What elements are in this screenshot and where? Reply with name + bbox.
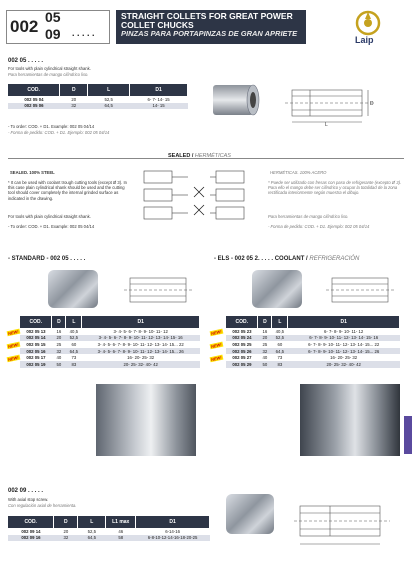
cell: 16 bbox=[56, 328, 62, 334]
bottom-section-desc-es: Con regulación axial de herramienta. bbox=[8, 503, 77, 508]
table-row bbox=[20, 354, 200, 361]
col-header: COD. bbox=[8, 516, 54, 528]
cell: 6- 7- 14- 15 bbox=[147, 96, 170, 102]
els-table bbox=[226, 316, 400, 368]
cell: 40 bbox=[262, 355, 268, 361]
col-header: COD. bbox=[226, 316, 258, 328]
cell: 20 bbox=[71, 96, 77, 102]
header-code-top: 05 bbox=[45, 9, 61, 25]
sealed-right-body: * Puede ser utilizado con fresas con paso de refrigerante (excepto Ø 3). Para ello el mango debe ser cilíndrico y ocupar la totalidad de la zona rectificada interiormente según muestra el dibujo. bbox=[268, 180, 402, 196]
cell: 52,5 bbox=[66, 335, 82, 342]
cell-code: 002 09 14 bbox=[21, 528, 41, 534]
cell: 73 bbox=[71, 355, 77, 361]
new-badge: NEW! bbox=[210, 354, 223, 363]
els-coolant-es: REFRIGERACIÓN bbox=[309, 256, 360, 262]
cell: 83 bbox=[66, 361, 82, 368]
table-row bbox=[226, 328, 400, 335]
cell: 6- 7- 8- 9- 10- 11- 12- 13- 14- 15... 26 bbox=[288, 348, 400, 355]
sealed-diagram bbox=[140, 167, 260, 223]
table-row bbox=[226, 341, 400, 348]
col-header: D1 bbox=[130, 84, 188, 96]
header-code-bottom: 09 bbox=[45, 26, 61, 42]
cell-code: 002 09 16 bbox=[8, 535, 54, 542]
top-section-order-es: - Forma de pedido: COD. + D1. Ejemplo: 002 05 04/14 bbox=[8, 130, 110, 135]
table-header-row bbox=[8, 516, 210, 528]
table-row bbox=[20, 348, 200, 355]
cell: 50 bbox=[52, 361, 66, 368]
cell: 40,5 bbox=[275, 328, 285, 334]
header-title-es: PINZAS PARA PORTAPINZAS DE GRAN APRIETE bbox=[121, 29, 298, 38]
cell: 52,5 bbox=[272, 335, 288, 342]
cell: 16- 20- 25- 32 bbox=[330, 355, 358, 361]
top-section-desc-en: For tools with plain cylindrical straight shank. bbox=[8, 66, 91, 71]
cell: 6-14-16 bbox=[165, 528, 180, 534]
cell: 46 bbox=[118, 528, 124, 534]
cell: 3- 4- 5- 6- 7- 8- 9- 10- 11- 12- 13- 14- 15... 26 bbox=[82, 348, 200, 355]
new-badge: NEW! bbox=[7, 354, 20, 363]
table-row bbox=[20, 328, 200, 335]
col-header: L bbox=[78, 516, 106, 528]
table-header-row bbox=[226, 316, 400, 328]
cell: 64,5 bbox=[272, 348, 288, 355]
sealed-right-tool: Para herramientas de mango cilíndrico liso. bbox=[268, 214, 349, 219]
table-row bbox=[226, 348, 400, 355]
cell: 3- 4- 5- 6- 7- 8- 9- 10- 11- 12 bbox=[113, 328, 168, 334]
logo-text: Laip bbox=[355, 35, 374, 45]
table-row bbox=[20, 341, 200, 348]
cell-code: 002 05 14 bbox=[20, 335, 52, 342]
cell-code: 002 05 16 bbox=[20, 348, 52, 355]
new-badge: NEW! bbox=[7, 341, 20, 350]
table-header-row bbox=[20, 316, 200, 328]
cell: 16 bbox=[262, 328, 268, 334]
collet-image bbox=[205, 80, 265, 120]
cell: 73 bbox=[277, 355, 283, 361]
cell: 60 bbox=[71, 341, 77, 347]
cell: 32 bbox=[60, 103, 88, 110]
col-header: L bbox=[66, 316, 82, 328]
header-title-en: STRAIGHT COLLETS FOR GREAT POWER COLLET CHUCKS bbox=[121, 11, 293, 30]
sealed-left-body: * It can be used with coolant trough cutting tools (except Ø 3). In this case plain cylindrical shank should be used and the cutting tool should cover completely the internal grinded surface as indicated in the drawing. bbox=[8, 180, 127, 201]
axial-collet-drawing bbox=[290, 496, 400, 552]
machining-photo-standard bbox=[96, 384, 196, 456]
cell: 83 bbox=[272, 361, 288, 368]
cell-code: 002 05 24 bbox=[226, 335, 258, 342]
cell: 25 bbox=[56, 341, 62, 347]
cell-code: 002 05 26 bbox=[226, 348, 258, 355]
cell: 40,5 bbox=[69, 328, 79, 334]
cell: 50 bbox=[258, 361, 272, 368]
table-row bbox=[226, 361, 400, 368]
cell: 3- 4- 5- 6- 7- 8- 9- 10- 11- 12- 13- 14- 15... 22 bbox=[97, 341, 184, 347]
sealed-left-head: SEALED. 100% STEEL bbox=[10, 170, 55, 175]
cell: 52,5 bbox=[104, 96, 113, 102]
standard-title: - STANDARD - 002 05 . . . . . bbox=[8, 256, 86, 262]
cell: 20- 25- 32- 40- 42 bbox=[82, 361, 200, 368]
header-code-main: 002 bbox=[10, 17, 39, 36]
table-row bbox=[226, 335, 400, 342]
col-header: D bbox=[60, 84, 88, 96]
sealed-title-es: HERMÉTICAS bbox=[194, 153, 231, 159]
svg-text:D: D bbox=[370, 101, 374, 107]
col-header: D bbox=[54, 516, 78, 528]
table-row bbox=[226, 354, 400, 361]
els-collet-image bbox=[252, 270, 302, 308]
cell-code: 002 05 19 bbox=[20, 361, 52, 368]
cell: 58 bbox=[106, 535, 136, 542]
cell-code: 002 05 27 bbox=[232, 355, 252, 361]
cell-code: 002 05 23 bbox=[232, 328, 252, 334]
table-header-row bbox=[8, 84, 188, 96]
standard-collet-image bbox=[48, 270, 98, 308]
side-tab bbox=[404, 416, 412, 454]
new-badge: NEW! bbox=[210, 341, 223, 350]
col-header: L bbox=[88, 84, 130, 96]
collet-drawing bbox=[280, 80, 390, 128]
cell: 32 bbox=[54, 535, 78, 542]
sealed-left-tool: For tools with plain cylindrical straight shank. bbox=[8, 214, 91, 219]
cell-code: 002 05 15 bbox=[26, 341, 46, 347]
cell: 25 bbox=[262, 341, 268, 347]
table-row bbox=[20, 361, 200, 368]
standard-collet-drawing bbox=[120, 270, 200, 310]
cell: 40 bbox=[56, 355, 62, 361]
header-code-dots: . . . . . bbox=[72, 28, 95, 38]
top-section-table bbox=[8, 84, 188, 109]
top-section-order-en: - To order: COD. + D1. Example: 002 05 04/14 bbox=[8, 124, 95, 129]
col-header: L bbox=[272, 316, 288, 328]
bottom-section-code: 002 09 . . . . . bbox=[8, 488, 44, 494]
cell-code: 002 05 13 bbox=[26, 328, 46, 334]
cell-code: 002 05 25 bbox=[232, 341, 252, 347]
col-header: L1 max bbox=[106, 516, 136, 528]
cell: 16- 20- 25- 32 bbox=[127, 355, 155, 361]
cell: 14- 15 bbox=[130, 103, 188, 110]
cell: 60 bbox=[277, 341, 283, 347]
sealed-title-en: SEALED bbox=[168, 153, 191, 159]
els-collet-drawing bbox=[322, 270, 402, 310]
cell-code: 002 05 04 bbox=[24, 96, 44, 102]
table-row bbox=[8, 535, 210, 542]
table-row bbox=[20, 335, 200, 342]
cell-code: 002 05 17 bbox=[26, 355, 46, 361]
cell: 32 bbox=[52, 348, 66, 355]
sealed-right-head: HERMÉTICAS. 100% ACERO bbox=[270, 170, 327, 175]
cell: 32 bbox=[258, 348, 272, 355]
cell: 64,5 bbox=[88, 103, 130, 110]
sealed-right-order: - Forma de pedido: COD. + D1. Ejemplo: 002 05 04/14 bbox=[268, 224, 370, 229]
cell: 6- 7- 8- 9- 10- 11- 12- 13- 14- 15- 16 bbox=[288, 335, 400, 342]
bottom-section-table bbox=[8, 516, 210, 541]
els-title-code: - ELS - 002 05 2. . . . . bbox=[214, 256, 274, 262]
cell: 64,5 bbox=[66, 348, 82, 355]
table-row bbox=[8, 103, 188, 110]
cell-code: 002 05 29 bbox=[226, 361, 258, 368]
cell: 20 bbox=[258, 335, 272, 342]
new-badge: NEW! bbox=[210, 328, 223, 337]
col-header: COD. bbox=[20, 316, 52, 328]
cell: 6- 7- 8- 9- 10- 11- 12- 13- 14- 15... 22 bbox=[308, 341, 380, 347]
col-header: D bbox=[258, 316, 272, 328]
els-coolant-en: COOLANT bbox=[274, 256, 305, 262]
standard-table bbox=[20, 316, 200, 368]
els-title: - ELS - 002 05 2. . . . . COOLANT / REFRIGERACIÓN bbox=[214, 256, 360, 262]
cell: 64,5 bbox=[78, 535, 106, 542]
table-row bbox=[8, 96, 188, 103]
cell: 3- 4- 5- 6- 7- 8- 9- 10- 11- 12- 13- 14- 15- 16 bbox=[82, 335, 200, 342]
col-header: D1 bbox=[82, 316, 200, 328]
cell: 20 bbox=[52, 335, 66, 342]
col-header: COD. bbox=[8, 84, 60, 96]
cell: 52,5 bbox=[87, 528, 96, 534]
cell: 20 bbox=[63, 528, 69, 534]
laip-logo-icon bbox=[353, 10, 383, 36]
table-row bbox=[8, 528, 210, 535]
cell: 6- 7- 8- 9- 10- 11- 12 bbox=[324, 328, 364, 334]
new-badge: NEW! bbox=[7, 328, 20, 337]
sealed-title: SEALED / HERMÉTICAS bbox=[168, 153, 231, 159]
cell-code: 002 05 06 bbox=[8, 103, 60, 110]
machining-photo-coolant bbox=[300, 384, 400, 456]
svg-text:L: L bbox=[325, 122, 328, 128]
cell: 20- 25- 32- 40- 42 bbox=[288, 361, 400, 368]
axial-collet-image bbox=[226, 494, 274, 534]
cell: 6-8-10-12-14-16-18-20-25 bbox=[136, 535, 210, 542]
top-section-desc-es: Para herramientas de mango cilíndrico liso. bbox=[8, 72, 89, 77]
bottom-section-desc-en: With axial stop screw. bbox=[8, 497, 49, 502]
col-header: D1 bbox=[288, 316, 400, 328]
top-section-code: 002 05 . . . . . bbox=[8, 58, 44, 64]
col-header: D1 bbox=[136, 516, 210, 528]
sealed-left-order: - To order: COD. + D1. Example: 002 05 04/14 bbox=[8, 224, 95, 229]
col-header: D bbox=[52, 316, 66, 328]
